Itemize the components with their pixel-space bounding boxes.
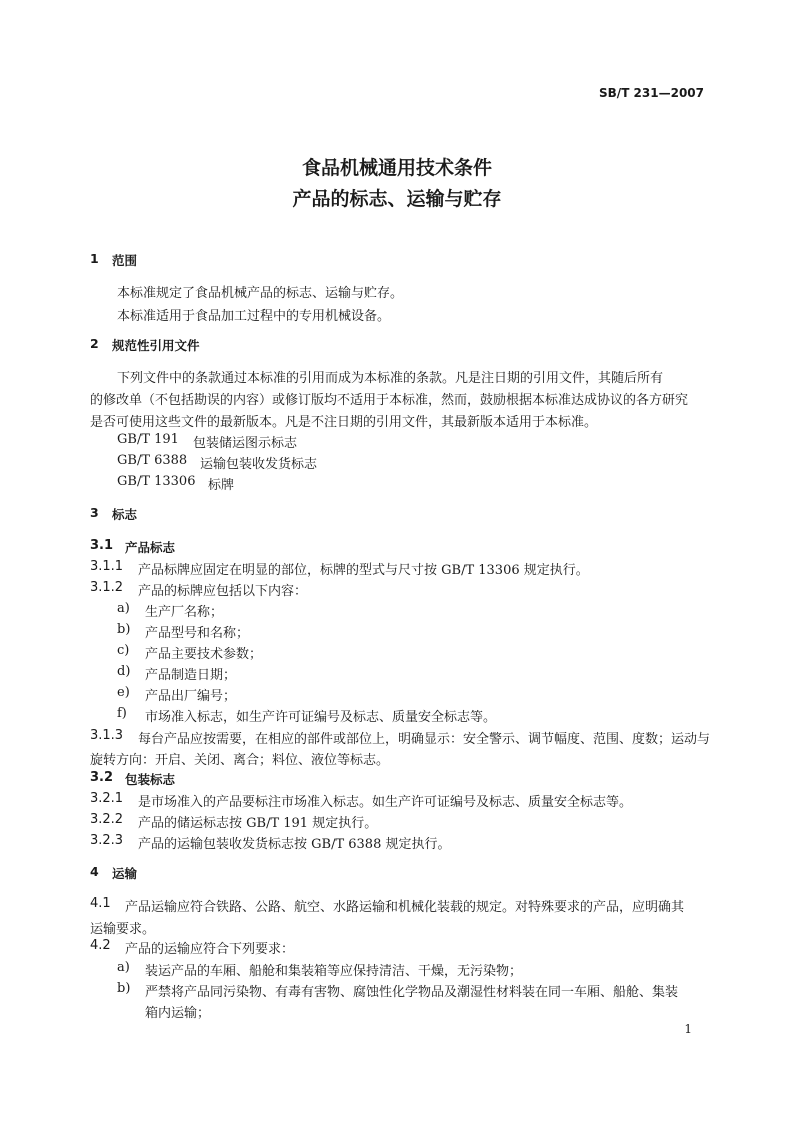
scope-paragraph-2: 本标准适用于食品加工过程中的专用机械设备。 — [117, 309, 391, 324]
section-4-number: 4 — [90, 864, 99, 879]
title-line-2: 产品的标志、运输与贮存 — [292, 188, 502, 210]
list-item-text: 产品主要技术参数； — [145, 647, 263, 662]
list-item-label: e) — [117, 685, 130, 700]
list-item-label: c) — [117, 643, 130, 658]
clause-4-1-text-line-2: 运输要求。 — [90, 922, 156, 937]
list-item-label: f) — [117, 706, 127, 721]
clause-3-2-2-text: 产品的储运标志按 GB/T 191 规定执行。 — [138, 816, 378, 831]
title-line-1: 食品机械通用技术条件 — [301, 157, 492, 179]
reference-code: GB/T 191 — [117, 432, 179, 447]
list-item-label: b) — [117, 622, 131, 637]
clause-3-2-1-text: 是市场准入的产品要标注市场准入标志。如生产许可证编号及标志、质量安全标志等。 — [138, 795, 633, 810]
list-item-text: 产品出厂编号； — [145, 689, 237, 704]
clause-4-1-text-line-1: 产品运输应符合铁路、公路、航空、水路运输和机械化装载的规定。对特殊要求的产品，应明确其 — [125, 900, 685, 915]
clause-3-1-2-text: 产品的标牌应包括以下内容： — [138, 584, 308, 599]
references-paragraph-line-3: 是否可使用这些文件的最新版本。凡是不注日期的引用文件，其最新版本适用于本标准。 — [90, 415, 598, 430]
clause-3-2-3-number: 3.2.3 — [90, 833, 124, 848]
clause-3-1-number: 3.1 — [90, 538, 114, 553]
list-item-label: d) — [117, 664, 131, 679]
list-item-text-line-1: 严禁将产品同污染物、有毒有害物、腐蚀性化学物品及潮湿性材料装在同一车厢、船舱、集装 — [145, 985, 679, 1000]
section-3-number: 3 — [90, 505, 99, 520]
list-item-text: 产品制造日期； — [145, 668, 237, 683]
references-paragraph-line-1: 下列文件中的条款通过本标准的引用而成为本标准的条款。凡是注日期的引用文件，其随后所有 — [117, 371, 664, 386]
clause-4-2-text: 产品的运输应符合下列要求： — [125, 942, 295, 957]
section-3-title: 标志 — [112, 507, 138, 522]
clause-3-1-3-text-line-1: 每台产品应按需要，在相应的部件或部位上，明确显示：安全警示、调节幅度、范围、度数；运动与 — [138, 732, 711, 747]
clause-4-1-number: 4.1 — [90, 896, 111, 911]
clause-3-2-1-number: 3.2.1 — [90, 791, 124, 806]
list-item-label: a) — [117, 601, 130, 616]
references-paragraph-line-2: 的修改单（不包括勘误的内容）或修订版均不适用于本标准，然而，鼓励根据本标准达成协议的各方研究 — [90, 393, 689, 408]
clause-3-1-2-number: 3.1.2 — [90, 580, 124, 595]
clause-3-2-2-number: 3.2.2 — [90, 812, 124, 827]
clause-3-2-number: 3.2 — [90, 770, 114, 785]
list-item-text: 生产厂名称； — [145, 605, 224, 620]
scope-paragraph-1: 本标准规定了食品机械产品的标志、运输与贮存。 — [117, 286, 404, 301]
clause-4-2-number: 4.2 — [90, 938, 111, 953]
list-item-text: 装运产品的车厢、船舱和集装箱等应保持清洁、干燥，无污染物； — [145, 964, 523, 979]
list-item-label: a) — [117, 960, 130, 975]
clause-3-1-1-text: 产品标牌应固定在明显的部位，标牌的型式与尺寸按 GB/T 13306 规定执行。 — [138, 563, 589, 578]
clause-3-1-1-number: 3.1.1 — [90, 559, 124, 574]
reference-code: GB/T 6388 — [117, 453, 188, 468]
section-1-title: 范围 — [112, 253, 138, 268]
reference-code: GB/T 13306 — [117, 474, 196, 489]
section-4-title: 运输 — [112, 866, 138, 881]
section-1-number: 1 — [90, 251, 99, 266]
reference-name: 标牌 — [208, 478, 235, 493]
list-item-text: 产品型号和名称； — [145, 626, 250, 641]
section-2-number: 2 — [90, 336, 99, 351]
list-item-text-line-2: 箱内运输； — [145, 1006, 211, 1021]
reference-name: 运输包装收发货标志 — [200, 457, 318, 472]
clause-3-1-title: 产品标志 — [125, 540, 176, 555]
clause-3-1-3-text-line-2: 旋转方向：开启、关闭、离合；料位、液位等标志。 — [90, 753, 390, 768]
reference-name: 包装储运图示标志 — [193, 436, 298, 451]
page-number: 1 — [684, 1022, 692, 1036]
list-item-label: b) — [117, 981, 131, 996]
standard-code: SB/T 231—2007 — [599, 86, 704, 100]
clause-3-1-3-number: 3.1.3 — [90, 728, 124, 743]
clause-3-2-3-text: 产品的运输包装收发货标志按 GB/T 6388 规定执行。 — [138, 837, 451, 852]
list-item-text: 市场准入标志，如生产许可证编号及标志、质量安全标志等。 — [145, 710, 497, 725]
clause-3-2-title: 包装标志 — [125, 772, 176, 787]
section-2-title: 规范性引用文件 — [112, 338, 200, 353]
